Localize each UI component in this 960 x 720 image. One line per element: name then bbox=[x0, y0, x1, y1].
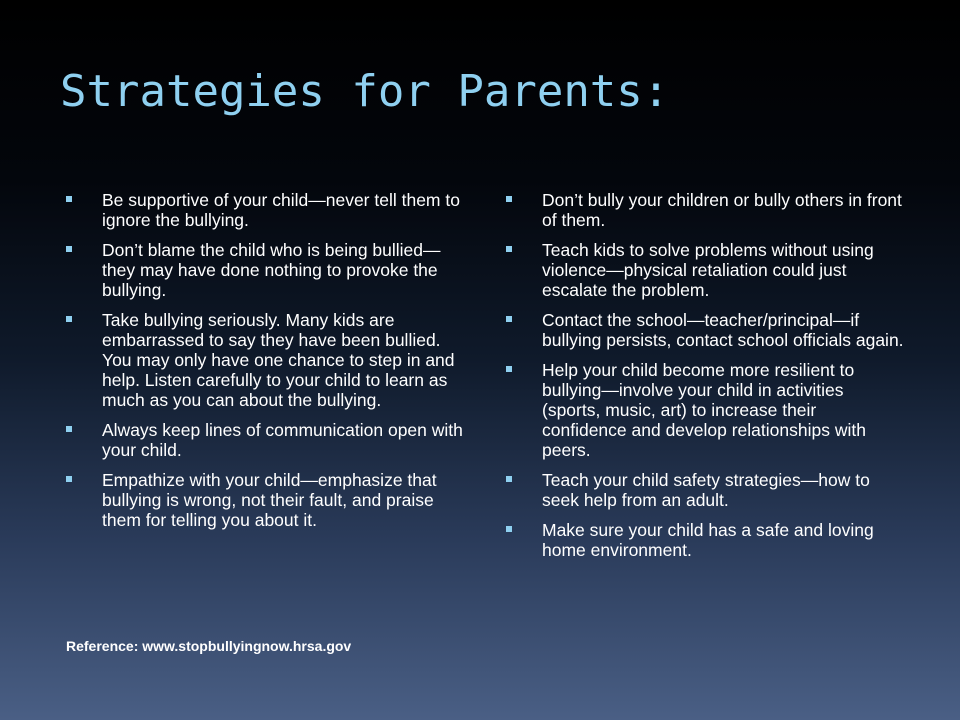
bullet-item bbox=[504, 190, 904, 230]
bullet-text: Contact the school—teacher/principal—if bullying persists, contact school officials again. bbox=[542, 310, 904, 350]
square-bullet-icon bbox=[66, 316, 72, 322]
bullet-item bbox=[64, 310, 464, 410]
reference-note: Reference: www.stopbullyingnow.hrsa.gov bbox=[66, 638, 352, 654]
bullet-text: Help your child become more resilient to bullying—involve your child in activities (sports, music, art) to increase their confidence and develop relationships with peers. bbox=[542, 360, 866, 460]
bullet-item bbox=[64, 240, 464, 300]
bullet-item bbox=[504, 520, 904, 560]
square-bullet-icon bbox=[66, 196, 72, 202]
left-bullet-list bbox=[64, 190, 464, 540]
square-bullet-icon bbox=[66, 476, 72, 482]
bullet-item bbox=[504, 310, 904, 350]
bullet-text: Be supportive of your child—never tell them to ignore the bullying. bbox=[102, 190, 460, 230]
bullet-text: Teach kids to solve problems without using violence—physical retaliation could just escalate the problem. bbox=[542, 240, 874, 300]
bullet-item bbox=[64, 420, 464, 460]
square-bullet-icon bbox=[506, 366, 512, 372]
bullet-text: Empathize with your child—emphasize that bullying is wrong, not their fault, and praise them for telling you about it. bbox=[102, 470, 437, 530]
square-bullet-icon bbox=[506, 526, 512, 532]
square-bullet-icon bbox=[506, 316, 512, 322]
bullet-item bbox=[504, 470, 904, 510]
bullet-item bbox=[64, 470, 464, 530]
square-bullet-icon bbox=[506, 476, 512, 482]
bullet-text: Always keep lines of communication open with your child. bbox=[102, 420, 463, 460]
bullet-text: Don’t blame the child who is being bullied—they may have done nothing to provoke the bullying. bbox=[102, 240, 441, 300]
bullet-text: Don’t bully your children or bully others in front of them. bbox=[542, 190, 902, 230]
bullet-item bbox=[64, 190, 464, 230]
bullet-item bbox=[504, 240, 904, 300]
bullet-text: Make sure your child has a safe and loving home environment. bbox=[542, 520, 874, 560]
bullet-item bbox=[504, 360, 904, 460]
square-bullet-icon bbox=[506, 196, 512, 202]
slide-title: Strategies for Parents: bbox=[60, 66, 670, 117]
square-bullet-icon bbox=[66, 426, 72, 432]
square-bullet-icon bbox=[66, 246, 72, 252]
square-bullet-icon bbox=[506, 246, 512, 252]
right-bullet-list bbox=[504, 190, 904, 570]
bullet-text: Take bullying seriously. Many kids are embarrassed to say they have been bullied. You may only have one chance to step in and help. Listen carefully to your child to learn as much as you can about the bullying. bbox=[102, 310, 455, 410]
bullet-text: Teach your child safety strategies—how to seek help from an adult. bbox=[542, 470, 870, 510]
